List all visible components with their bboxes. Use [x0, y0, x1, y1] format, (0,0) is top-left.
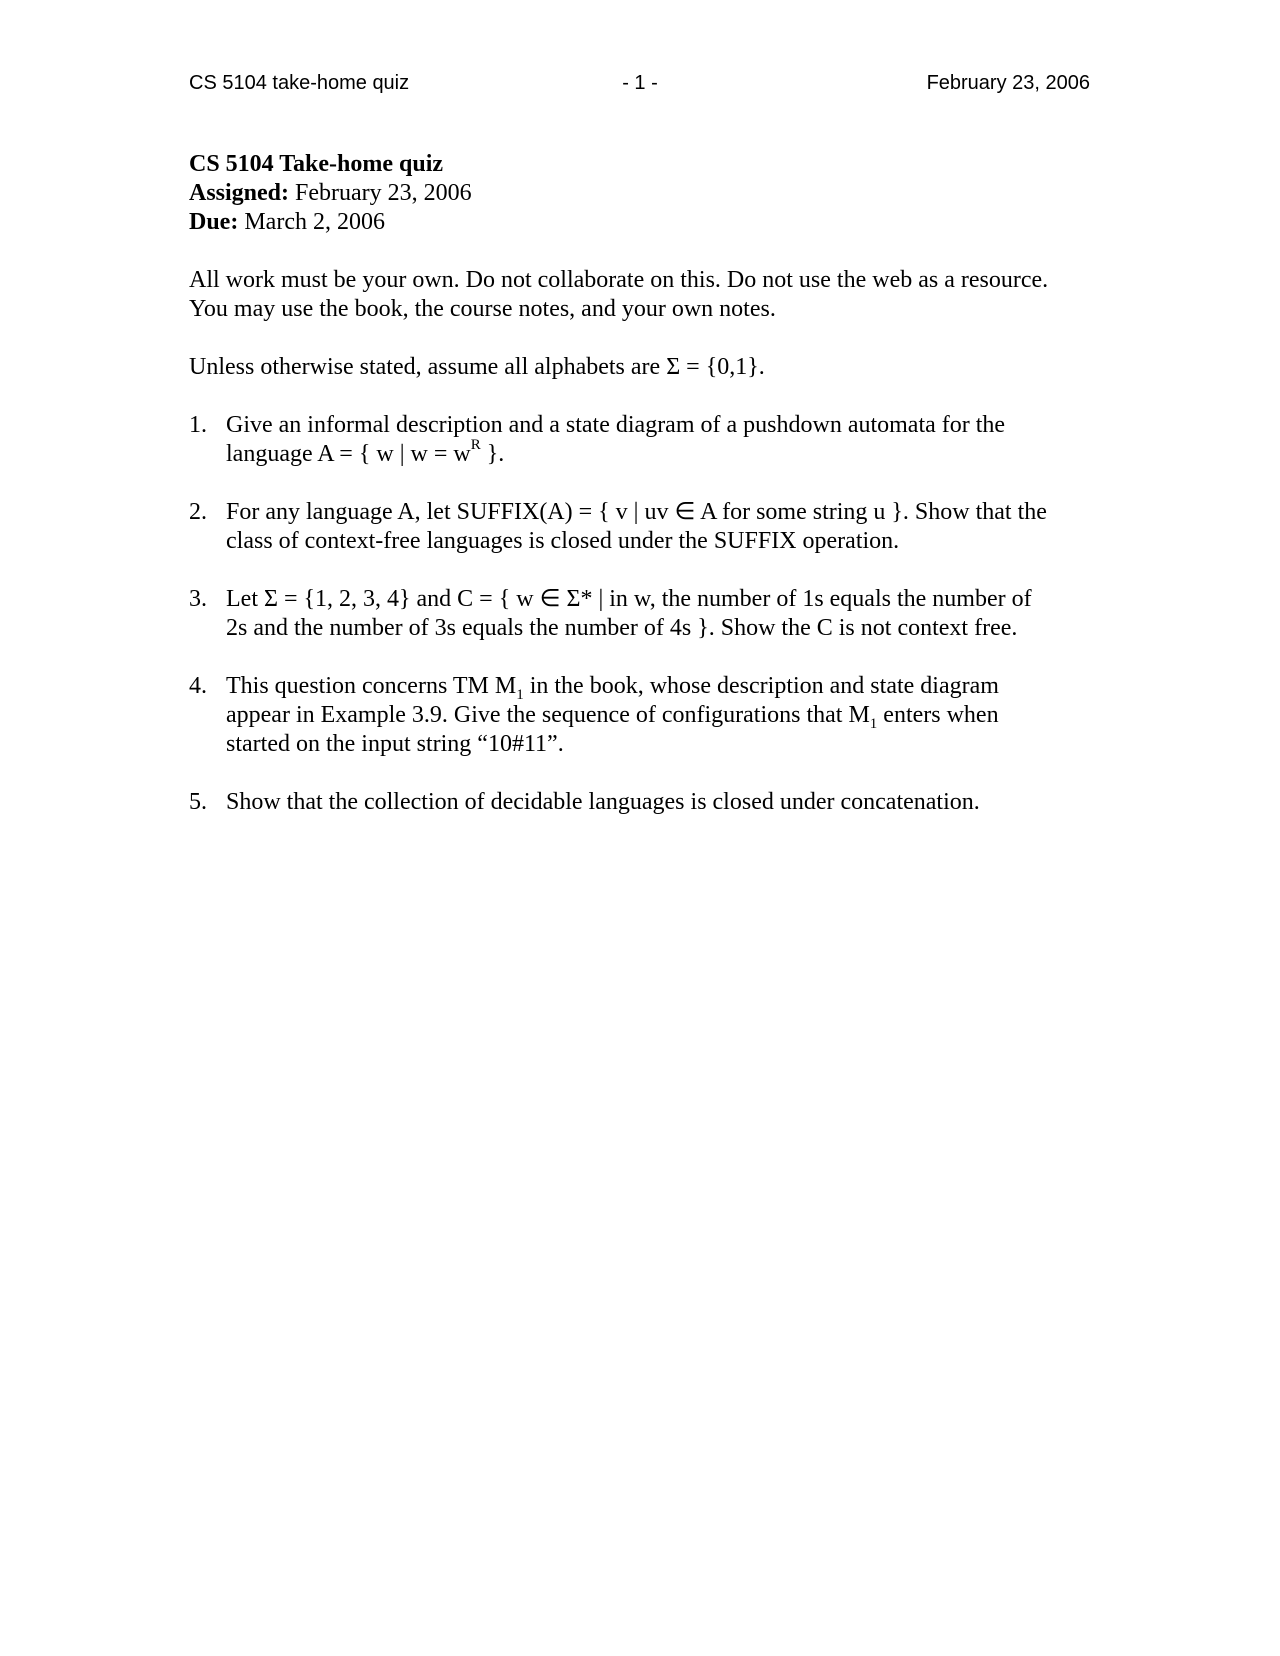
assigned-date: February 23, 2006 — [295, 180, 472, 206]
question-text-fragment: in the book, whose description and state diagram — [523, 673, 999, 699]
assigned-line — [189, 179, 1099, 208]
question-number: 3. — [189, 586, 207, 612]
question-text-line — [226, 437, 1099, 469]
question-text-line: started on the input string “10#11”. — [226, 731, 564, 757]
question-text-line: Show that the collection of decidable languages is closed under concatenation. — [226, 789, 980, 815]
quiz-title: CS 5104 Take-home quiz — [189, 151, 444, 177]
page-header — [0, 72, 1280, 102]
question-text-line — [226, 701, 1099, 730]
instructions-paragraph — [189, 266, 1099, 324]
alphabet-note: Unless otherwise stated, assume all alphabets are Σ = {0,1}. — [189, 354, 765, 380]
question-item — [189, 498, 1099, 556]
question-item — [189, 411, 1099, 469]
question-text-fragment: This question concerns TM M — [226, 673, 517, 699]
question-text-line: 2s and the number of 3s equals the number of 4s }. Show the C is not context free. — [226, 615, 1018, 641]
header-course-title: CS 5104 take-home quiz — [189, 72, 410, 94]
question-text-fragment: enters when — [877, 702, 999, 728]
question-text-line: class of context-free languages is closed under the SUFFIX operation. — [226, 528, 900, 554]
question-text-fragment: }. — [480, 441, 505, 467]
instructions-line: You may use the book, the course notes, and your own notes. — [189, 296, 776, 322]
question-text-line: For any language A, let SUFFIX(A) = { v | uv ∈ A for some string u }. Show that the — [226, 499, 1047, 525]
due-line — [189, 208, 1099, 237]
question-number: 2. — [189, 499, 207, 525]
question-number: 5. — [189, 789, 207, 815]
question-text-line: Give an informal description and a state diagram of a pushdown automata for the — [226, 412, 1006, 438]
due-label: Due: — [189, 209, 239, 235]
question-text-fragment: appear in Example 3.9. Give the sequence of configurations that M — [226, 702, 870, 728]
question-item — [189, 672, 1099, 759]
reverse-superscript: R — [470, 437, 481, 453]
instructions-line: All work must be your own. Do not collaborate on this. Do not use the web as a resource. — [189, 267, 1049, 293]
question-item — [189, 585, 1099, 643]
document-body — [189, 150, 1099, 846]
question-number: 1. — [189, 412, 207, 438]
header-date: February 23, 2006 — [926, 72, 1090, 94]
subscript-one: 1 — [516, 686, 524, 703]
header-page-number: - 1 - — [622, 72, 658, 94]
question-text-fragment: language A = { w | w = w — [226, 441, 471, 467]
due-date: March 2, 2006 — [244, 209, 385, 235]
question-text-line: Let Σ = {1, 2, 3, 4} and C = { w ∈ Σ* | in w, the number of 1s equals the number of — [226, 586, 1032, 612]
subscript-one: 1 — [869, 715, 878, 732]
assigned-label: Assigned: — [189, 180, 290, 206]
question-number: 4. — [189, 673, 207, 699]
question-text-line — [226, 672, 1099, 701]
question-item — [189, 788, 1099, 817]
title-block — [189, 150, 1099, 237]
question-list — [189, 411, 1099, 817]
